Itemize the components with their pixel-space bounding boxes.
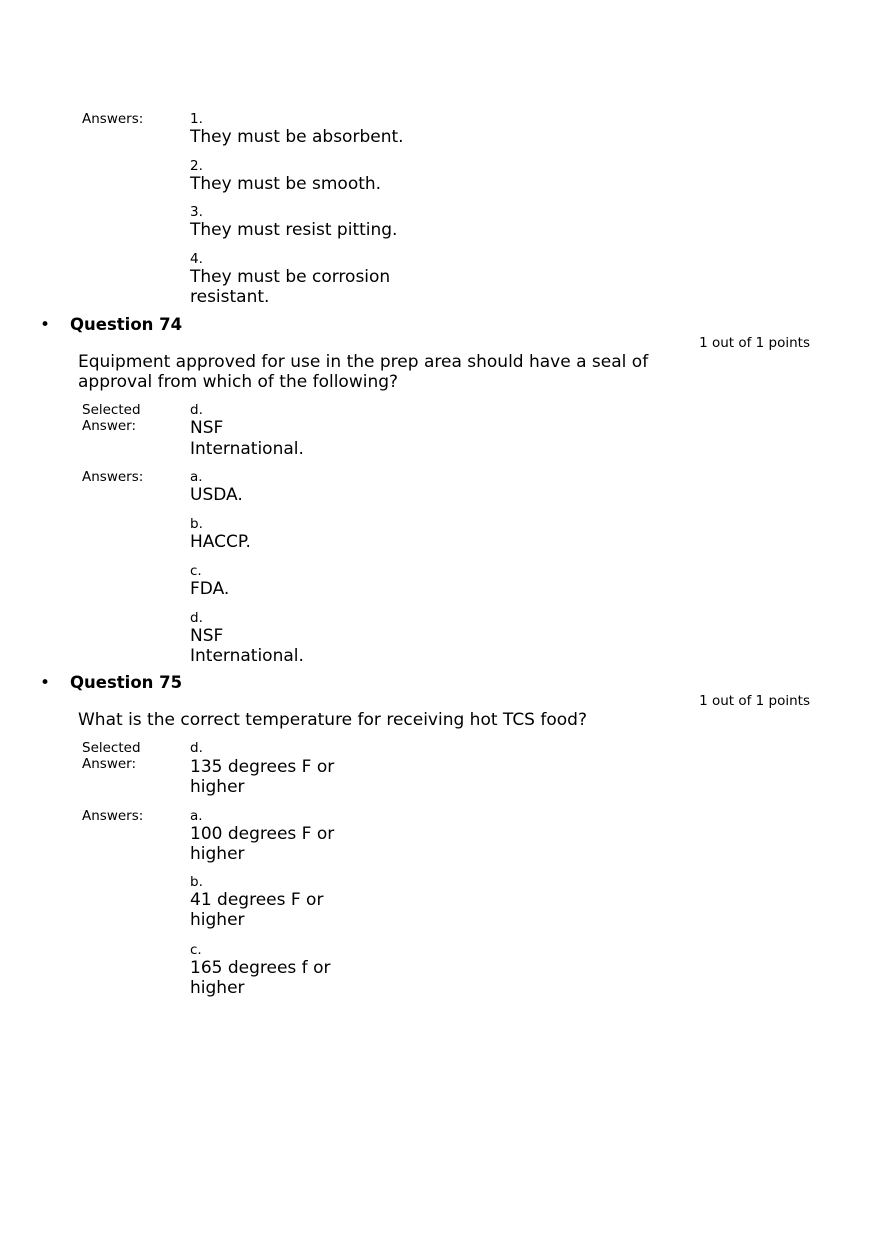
answer-text: resistant. <box>190 287 270 307</box>
answer-letter: a. <box>190 808 203 824</box>
answers-label: Answers: <box>82 111 144 127</box>
answer-text: 165 degrees f or <box>190 958 331 978</box>
answer-text: They must be corrosion <box>190 267 391 287</box>
answer-text: higher <box>190 978 245 998</box>
answer-text: FDA. <box>190 579 230 599</box>
answer-text: higher <box>190 844 245 864</box>
selected-answer-label: Selected <box>82 740 141 756</box>
selected-answer-label: Selected <box>82 402 141 418</box>
answer-text: They must be smooth. <box>190 174 382 194</box>
question-text: What is the correct temperature for receiving hot TCS food? <box>78 710 587 730</box>
answer-text: They must resist pitting. <box>190 220 398 240</box>
selected-answer-text: higher <box>190 777 245 797</box>
answer-text: They must be absorbent. <box>190 127 404 147</box>
answer-letter: c. <box>190 942 202 958</box>
list-bullet: • <box>40 315 51 335</box>
answer-letter: d. <box>190 610 203 626</box>
selected-answer-label: Answer: <box>82 756 137 772</box>
answers-label: Answers: <box>82 808 144 824</box>
answer-text: 100 degrees F or <box>190 824 335 844</box>
answer-letter: c. <box>190 563 202 579</box>
answers-label: Answers: <box>82 469 144 485</box>
list-bullet: • <box>40 673 51 693</box>
question-points: 1 out of 1 points <box>699 693 810 709</box>
answer-letter: 3. <box>190 204 203 220</box>
selected-answer-text: International. <box>190 439 304 459</box>
answer-letter: 1. <box>190 111 203 127</box>
answer-text: NSF <box>190 626 224 646</box>
answer-letter: 4. <box>190 251 203 267</box>
question-text: Equipment approved for use in the prep area should have a seal of approval from which of the following? <box>78 352 649 392</box>
answer-text: higher <box>190 910 245 930</box>
question-title: Question 75 <box>70 673 183 692</box>
answer-text: HACCP. <box>190 532 251 552</box>
answer-letter: 2. <box>190 158 203 174</box>
answer-text: USDA. <box>190 485 243 505</box>
selected-answer-letter: d. <box>190 740 203 756</box>
question-points: 1 out of 1 points <box>699 335 810 351</box>
answer-letter: b. <box>190 874 203 890</box>
question-title: Question 74 <box>70 315 183 334</box>
selected-answer-text: NSF <box>190 418 224 438</box>
selected-answer-text: 135 degrees F or <box>190 757 335 777</box>
answer-text: 41 degrees F or <box>190 890 324 910</box>
answer-text: International. <box>190 646 304 666</box>
answer-letter: a. <box>190 469 203 485</box>
selected-answer-letter: d. <box>190 402 203 418</box>
answer-letter: b. <box>190 516 203 532</box>
selected-answer-label: Answer: <box>82 418 137 434</box>
